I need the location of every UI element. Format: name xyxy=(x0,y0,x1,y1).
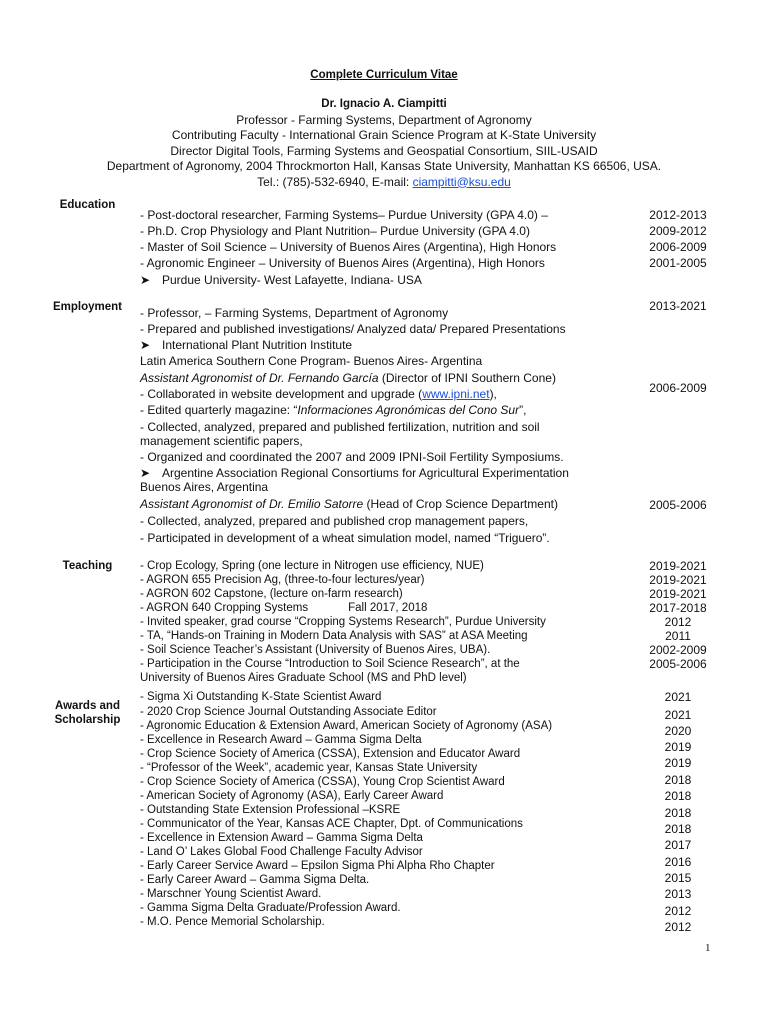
arrow-bullet-icon: ➤ xyxy=(140,273,151,287)
award-item: - Early Career Award – Gamma Sigma Delta. xyxy=(140,874,370,886)
header-line-1: Professor - Farming Systems, Department of Agronomy xyxy=(236,112,532,127)
award-item: - Crop Science Society of America (CSSA), Young Crop Scientist Award xyxy=(140,776,505,788)
section-label-teaching: Teaching xyxy=(62,560,113,572)
award-item: - Gamma Sigma Delta Graduate/Profession Award. xyxy=(140,902,401,914)
course-name: - AGRON 640 Cropping Systems xyxy=(140,602,309,614)
education-item: - Ph.D. Crop Physiology and Plant Nutrition– Purdue University (GPA 4.0) xyxy=(140,224,530,238)
teaching-year: 2011 xyxy=(665,629,691,643)
employer-purdue: Purdue University- West Lafayette, Indiana- USA xyxy=(162,273,422,287)
section-label-employment: Employment xyxy=(52,301,122,313)
page-number: 1 xyxy=(705,942,711,954)
teaching-item: - Participation in the Course “Introduction to Soil Science Research”, at the xyxy=(140,658,520,670)
teaching-year: 2019-2021 xyxy=(649,587,707,601)
course-term: Fall 2017, 2018 xyxy=(348,602,428,614)
award-item: - American Society of Agronomy (ASA), Early Career Award xyxy=(140,790,444,802)
teaching-year: 2005-2006 xyxy=(649,657,707,671)
education-year: 2009-2012 xyxy=(649,224,707,238)
document-title: Complete Curriculum Vitae xyxy=(310,69,458,81)
education-item: - Master of Soil Science – University of Buenos Aires (Argentina), High Honors xyxy=(140,240,557,254)
education-item: - Post-doctoral researcher, Farming Systems– Purdue University (GPA 4.0) – xyxy=(140,208,548,222)
award-year: 2012 xyxy=(664,904,692,918)
teaching-item: - Soil Science Teacher’s Assistant (University of Buenos Aires, UBA). xyxy=(140,644,491,656)
employment-arrow-item xyxy=(140,338,610,352)
employment-arrow-item xyxy=(140,273,610,287)
employment-item xyxy=(140,371,610,385)
header-line-3: Director Digital Tools, Farming Systems and Geospatial Consortium, SIIL-USAID xyxy=(170,143,598,158)
edited-text: - Edited quarterly magazine: “ xyxy=(140,403,298,417)
award-year: 2018 xyxy=(664,789,692,803)
award-item: - Outstanding State Extension Professional –KSRE xyxy=(140,804,401,816)
teaching-item: - Invited speaker, grad course “Cropping Systems Research”, Purdue University xyxy=(140,616,546,628)
employment-item: - Professor, – Farming Systems, Department of Agronomy xyxy=(140,306,449,320)
teaching-item: University of Buenos Aires Graduate School (MS and PhD level) xyxy=(140,672,467,684)
award-year: 2021 xyxy=(664,690,692,704)
contact-line xyxy=(0,175,768,191)
award-year: 2019 xyxy=(664,740,692,754)
employment-item xyxy=(140,403,610,417)
employment-item xyxy=(140,387,610,401)
employment-item: - Prepared and published investigations/ Analyzed data/ Prepared Presentations xyxy=(140,322,566,336)
teaching-year: 2019-2021 xyxy=(649,573,707,587)
award-item: - Communicator of the Year, Kansas ACE Chapter, Dpt. of Communications xyxy=(140,818,523,830)
award-item: - Sigma Xi Outstanding K-State Scientist Award xyxy=(140,691,382,703)
teaching-year: 2017-2018 xyxy=(649,601,707,615)
employment-item: - Collected, analyzed, prepared and published crop management papers, xyxy=(140,514,529,528)
education-year: 2012-2013 xyxy=(649,208,707,222)
award-item: - Crop Science Society of America (CSSA), Extension and Educator Award xyxy=(140,748,521,760)
employment-arrow-item xyxy=(140,466,610,494)
education-year: 2001-2005 xyxy=(649,256,707,270)
employment-year: 2013-2021 xyxy=(649,299,707,313)
position-title: Assistant Agronomist of Dr. Emilio Satorre xyxy=(140,497,364,511)
email-link[interactable]: ciampitti@ksu.edu xyxy=(412,174,511,189)
header-line-2: Contributing Faculty - International Grain Science Program at K-State University xyxy=(171,128,597,142)
education-item: - Agronomic Engineer – University of Buenos Aires (Argentina), High Honors xyxy=(140,256,545,270)
employment-item: Latin America Southern Cone Program- Buenos Aires- Argentina xyxy=(140,354,483,368)
phone-text: Tel.: (785)-532-6940, E-mail: xyxy=(257,174,413,189)
ipni-website-link[interactable]: www.ipni.net xyxy=(422,387,490,401)
award-item: - Marschner Young Scientist Award. xyxy=(140,888,322,900)
award-item: - Land O’ Lakes Global Food Challenge Faculty Advisor xyxy=(140,846,423,858)
award-year: 2012 xyxy=(664,920,692,934)
employment-item xyxy=(140,497,610,511)
header-line-4: Department of Agronomy, 2004 Throckmorton Hall, Kansas State University, Manhattan KS 66506, USA. xyxy=(106,159,662,173)
award-item: - Excellence in Research Award – Gamma Sigma Delta xyxy=(140,734,422,746)
arrow-bullet-icon: ➤ xyxy=(140,338,151,352)
award-item: - Early Career Service Award – Epsilon Sigma Phi Alpha Rho Chapter xyxy=(140,860,495,872)
collab-end: ), xyxy=(489,387,497,401)
position-detail: (Head of Crop Science Department) xyxy=(363,497,558,511)
teaching-item: - AGRON 602 Capstone, (lecture on-farm research) xyxy=(140,588,403,600)
position-detail: (Director of IPNI Southern Cone) xyxy=(378,371,556,385)
teaching-item xyxy=(140,601,610,615)
section-label-education: Education xyxy=(59,199,116,211)
teaching-year: 2019-2021 xyxy=(649,559,707,573)
section-label-awards: Awards and Scholarship xyxy=(54,700,121,726)
position-title: Assistant Agronomist of Dr. Fernando García xyxy=(140,371,379,385)
teaching-item: - TA, “Hands-on Training in Modern Data Analysis with SAS” at ASA Meeting xyxy=(140,630,528,642)
teaching-year: 2002-2009 xyxy=(649,643,707,657)
award-year: 2016 xyxy=(664,855,692,869)
employment-year: 2005-2006 xyxy=(649,498,707,512)
teaching-year: 2012 xyxy=(664,615,692,629)
award-year: 2018 xyxy=(664,773,692,787)
award-year: 2018 xyxy=(664,806,692,820)
edited-end: ”, xyxy=(519,403,527,417)
arrow-bullet-icon: ➤ xyxy=(140,466,151,480)
award-year: 2020 xyxy=(664,724,692,738)
employment-item: - Organized and coordinated the 2007 and 2009 IPNI-Soil Fertility Symposiums. xyxy=(140,450,564,464)
award-item: - “Professor of the Week”, academic year, Kansas State University xyxy=(140,762,478,774)
author-name: Dr. Ignacio A. Ciampitti xyxy=(321,98,447,110)
award-year: 2013 xyxy=(664,887,692,901)
employment-item: - Participated in development of a wheat simulation model, named “Triguero”. xyxy=(140,531,550,545)
employer-ipni: International Plant Nutrition Institute xyxy=(162,338,353,352)
award-year: 2015 xyxy=(664,871,692,885)
employment-year: 2006-2009 xyxy=(649,381,707,395)
employment-item: - Collected, analyzed, prepared and published fertilization, nutrition and soil management scientific papers, xyxy=(140,420,540,448)
award-item: - Agronomic Education & Extension Award, American Society of Agronomy (ASA) xyxy=(140,720,553,732)
teaching-item: - Crop Ecology, Spring (one lecture in Nitrogen use efficiency, NUE) xyxy=(140,560,484,572)
award-year: 2019 xyxy=(664,756,692,770)
award-item: - Excellence in Extension Award – Gamma Sigma Delta xyxy=(140,832,423,844)
teaching-item: - AGRON 655 Precision Ag, (three-to-four lectures/year) xyxy=(140,574,425,586)
collab-text: - Collaborated in website development and upgrade ( xyxy=(140,387,423,401)
award-year: 2018 xyxy=(664,822,692,836)
magazine-title: Informaciones Agronómicas del Cono Sur xyxy=(297,403,520,417)
contact-header xyxy=(0,97,768,190)
award-year: 2017 xyxy=(664,838,692,852)
award-item: - M.O. Pence Memorial Scholarship. xyxy=(140,916,325,928)
award-item: - 2020 Crop Science Journal Outstanding Associate Editor xyxy=(140,706,437,718)
education-year: 2006-2009 xyxy=(649,240,707,254)
employer-aacrea: Argentine Association Regional Consortiums for Agricultural Experimentation Buenos Aires, Argentina xyxy=(140,466,569,494)
award-year: 2021 xyxy=(664,708,692,722)
